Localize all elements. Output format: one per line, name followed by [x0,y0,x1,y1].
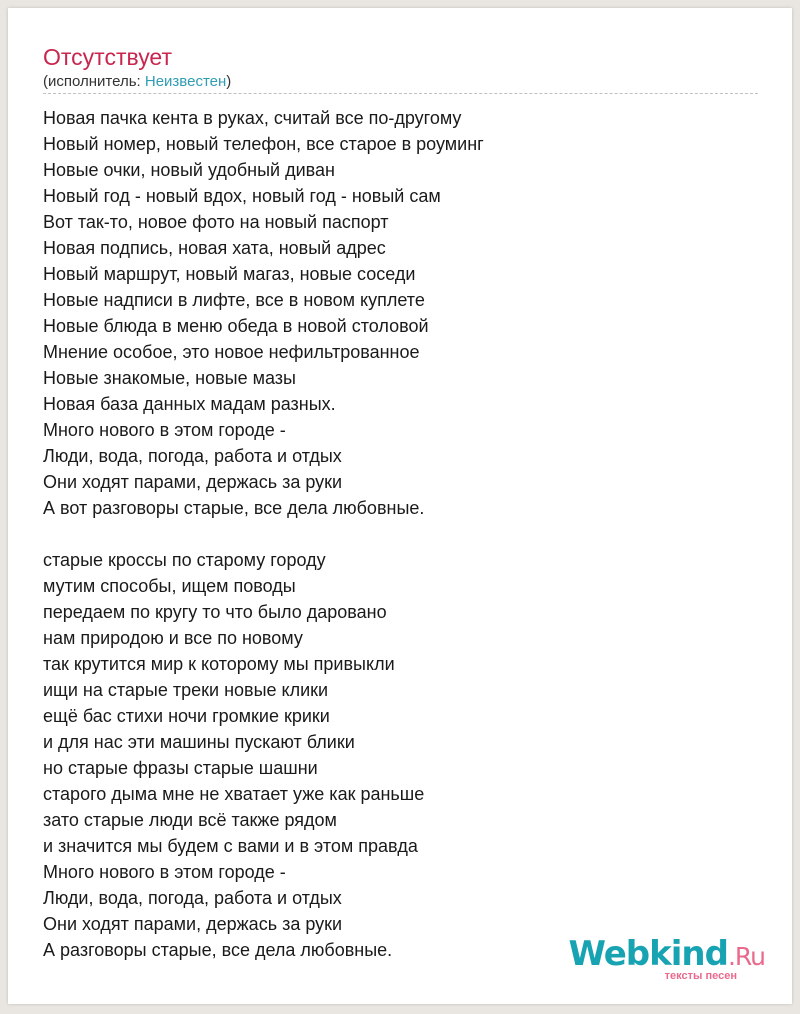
lyric-line: Новый маршрут, новый магаз, новые соседи [43,264,416,284]
lyric-line: старого дыма мне не хватает уже как раньше [43,784,425,804]
lyric-line: ещё бас стихи ночи громкие крики [43,706,330,726]
lyric-line: Они ходят парами, держась за руки [43,472,343,492]
artist-link[interactable]: Неизвестен [144,73,227,90]
lyric-line: Вот так-то, новое фото на новый паспорт [43,212,389,232]
lyric-line: Новая подпись, новая хата, новый адрес [43,238,386,258]
artist-line [43,73,231,91]
lyric-line: но старые фразы старые шашни [43,758,318,778]
lyric-line: Новые надписи в лифте, все в новом куплете [43,290,425,310]
logo-tagline: тексты песен [664,970,737,982]
logo-brand: Webkind [568,934,728,974]
lyric-line: Много нового в этом городе - [43,420,286,440]
lyric-line: и значится мы будем с вами и в этом правда [43,836,418,856]
lyric-line: Новый год - новый вдох, новый год - новый сам [43,186,441,206]
lyric-line: Мнение особое, это новое нефильтрованное [43,342,420,362]
lyric-line: Люди, вода, погода, работа и отдых [43,888,342,908]
lyric-line: так крутится мир к которому мы привыкли [43,654,395,674]
artist-prefix: (исполнитель: [43,73,145,90]
lyric-line: мутим способы, ищем поводы [43,576,296,596]
lyric-line: Новый номер, новый телефон, все старое в роуминг [43,134,484,154]
verse-1 [43,105,758,521]
lyric-line: Много нового в этом городе - [43,862,286,882]
lyric-line: старые кроссы по старому городу [43,550,326,570]
lyric-line: А вот разговоры старые, все дела любовные. [43,498,425,518]
lyric-line: Новые знакомые, новые мазы [43,368,296,388]
lyrics-text [43,105,758,963]
lyrics-card [8,8,792,1004]
lyric-line: ищи на старые треки новые клики [43,680,329,700]
lyric-line: зато старые люди всё также рядом [43,810,337,830]
lyric-line: Они ходят парами, держась за руки [43,914,343,934]
lyric-line: передаем по кругу то что было даровано [43,602,387,622]
lyric-line: Новые очки, новый удобный диван [43,160,335,180]
lyric-line: Новая база данных мадам разных. [43,394,336,414]
lyric-line: Новые блюда в меню обеда в новой столовой [43,316,429,336]
logo-tld: .Ru [727,942,765,971]
verse-gap [43,521,758,547]
lyric-line: А разговоры старые, все дела любовные. [43,940,393,960]
verse-2 [43,547,758,963]
title-divider [43,93,758,94]
lyric-line: и для нас эти машины пускают блики [43,732,355,752]
lyric-line: Новая пачка кента в руках, считай все по-другому [43,108,462,128]
lyric-line: нам природою и все по новому [43,628,303,648]
artist-suffix: ) [226,73,232,90]
webkind-logo[interactable] [568,934,765,982]
lyric-line: Люди, вода, погода, работа и отдых [43,446,342,466]
song-title: Отсутствует [43,44,172,70]
